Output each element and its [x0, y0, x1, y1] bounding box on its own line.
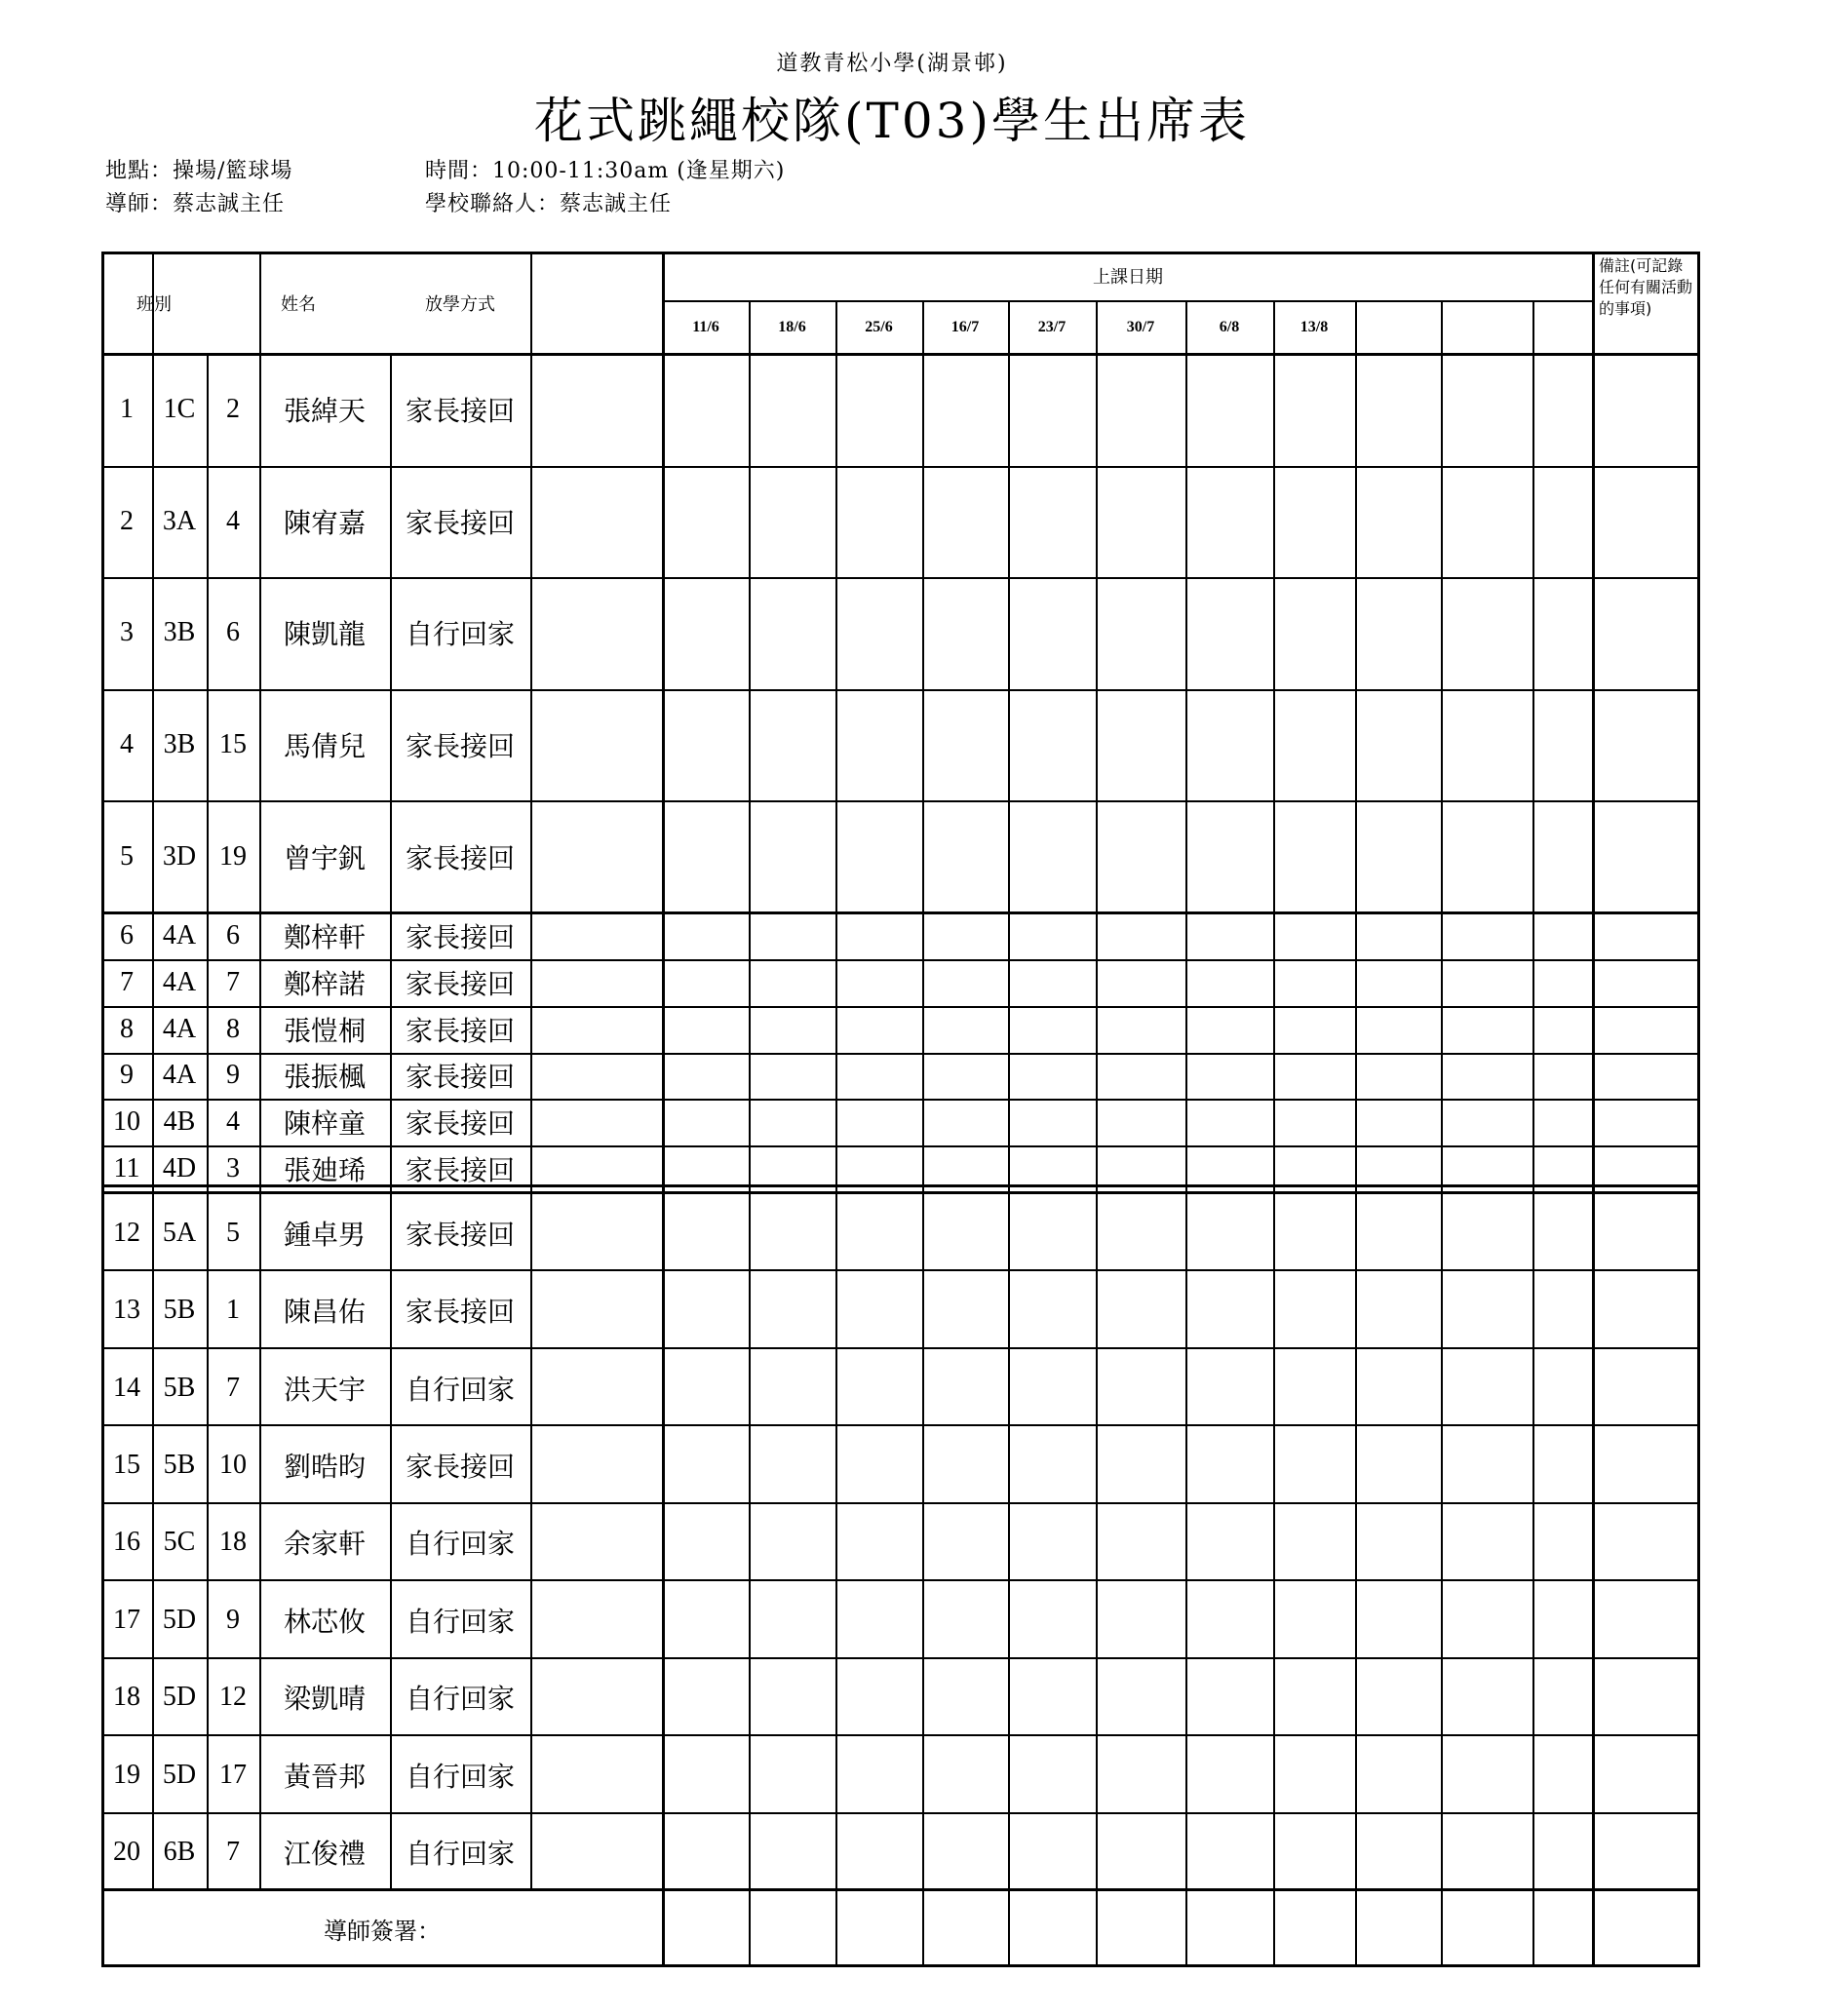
- student-class-number: 17: [219, 1759, 247, 1790]
- row-number: 13: [113, 1295, 140, 1326]
- column-divider: [662, 252, 665, 1967]
- student-class: 5D: [162, 1759, 197, 1790]
- student-class: 5B: [163, 1295, 196, 1326]
- class-column-header: 班別: [136, 293, 172, 315]
- student-class-number: 15: [219, 729, 247, 760]
- student-name: 張愷桐: [283, 1016, 366, 1047]
- student-name: 張廸琋: [283, 1156, 366, 1187]
- student-name: 陳宥嘉: [283, 508, 366, 539]
- student-dismissal: 家長接回: [405, 1063, 515, 1094]
- date-header: 18/6: [778, 318, 806, 335]
- student-name: 鍾卓男: [283, 1220, 366, 1251]
- table-border-right: [1697, 252, 1700, 1967]
- student-name: 黃晉邦: [283, 1762, 366, 1793]
- student-class: 4D: [162, 1153, 197, 1184]
- row-divider: [101, 1269, 1700, 1271]
- row-number: 17: [113, 1604, 140, 1635]
- row-number: 2: [120, 505, 134, 536]
- student-dismissal: 家長接回: [405, 732, 515, 763]
- student-class-number: 4: [226, 1106, 240, 1138]
- student-class: 4A: [162, 1060, 197, 1091]
- student-dismissal: 家長接回: [405, 508, 515, 539]
- student-class: 5A: [162, 1217, 197, 1248]
- column-divider: [1592, 252, 1595, 1967]
- student-name: 江俊禮: [283, 1840, 366, 1871]
- student-class-number: 9: [226, 1604, 240, 1635]
- column-divider: [922, 300, 924, 1967]
- student-class-number: 7: [226, 1372, 240, 1403]
- column-divider: [530, 252, 532, 1889]
- dates-column-header: 上課日期: [1093, 267, 1163, 288]
- row-divider: [101, 1347, 1700, 1349]
- time-text: 時間：10:00-11:30am (逢星期六): [425, 159, 786, 183]
- student-name: 陳昌佑: [283, 1298, 366, 1329]
- student-class-number: 4: [226, 505, 240, 536]
- column-divider: [1185, 300, 1187, 1967]
- student-dismissal: 自行回家: [405, 1607, 515, 1638]
- column-divider: [1355, 300, 1357, 1967]
- date-header: 16/7: [950, 318, 980, 335]
- dismissal-column-header: 放學方式: [425, 293, 495, 315]
- student-dismissal: 家長接回: [405, 843, 515, 874]
- date-header: 23/7: [1037, 318, 1067, 335]
- student-class: 3B: [163, 729, 196, 760]
- student-class: 5D: [162, 1604, 197, 1635]
- student-class-number: 12: [219, 1682, 247, 1713]
- name-column-header: 姓名: [281, 293, 316, 315]
- student-class: 3B: [163, 617, 196, 648]
- student-dismissal: 家長接回: [405, 1298, 515, 1329]
- attendance-table: [101, 252, 1700, 1967]
- student-class-number: 9: [226, 1060, 240, 1091]
- student-name: 林芯攸: [283, 1607, 366, 1638]
- row-number: 5: [120, 840, 134, 872]
- student-class: 5D: [162, 1682, 197, 1713]
- date-header: 13/8: [1299, 318, 1329, 335]
- date-header: [1441, 300, 1532, 354]
- row-number: 3: [120, 617, 134, 648]
- row-divider: [101, 1657, 1700, 1659]
- student-class-number: 10: [219, 1450, 247, 1481]
- row-number: 12: [113, 1217, 140, 1248]
- row-divider: [101, 1579, 1700, 1581]
- student-dismissal: 家長接回: [405, 1156, 515, 1187]
- row-number: 19: [113, 1759, 140, 1790]
- student-name: 陳凱龍: [283, 620, 366, 651]
- column-divider: [1532, 300, 1534, 1967]
- student-class: 5C: [163, 1527, 196, 1558]
- student-dismissal: 自行回家: [405, 1685, 515, 1716]
- date-header: 25/6: [865, 318, 893, 335]
- school-name: 道教青松小學(湖景邨): [776, 52, 1008, 76]
- row-divider: [101, 1502, 1700, 1504]
- row-number: 20: [113, 1837, 140, 1868]
- row-number: 10: [113, 1106, 140, 1138]
- date-header: 11/6: [692, 318, 719, 335]
- student-dismissal: 自行回家: [405, 1840, 515, 1871]
- student-name: 劉晧昀: [283, 1453, 366, 1484]
- student-name: 馬倩兒: [283, 732, 366, 763]
- student-class-number: 18: [219, 1527, 247, 1558]
- student-class-number: 8: [226, 1013, 240, 1044]
- student-class-number: 3: [226, 1153, 240, 1184]
- date-header: [1532, 300, 1593, 354]
- row-number: 1: [120, 394, 134, 425]
- student-class: 4A: [162, 919, 197, 950]
- page-title: 花式跳繩校隊(T03)學生出席表: [534, 93, 1250, 149]
- student-name: 余家軒: [283, 1530, 366, 1561]
- student-class-number: 6: [226, 617, 240, 648]
- row-number: 15: [113, 1450, 140, 1481]
- student-class-number: 19: [219, 840, 247, 872]
- student-dismissal: 家長接回: [405, 1220, 515, 1251]
- student-class: 5B: [163, 1450, 196, 1481]
- column-divider: [1096, 300, 1098, 1967]
- row-divider: [101, 1734, 1700, 1736]
- row-number: 11: [113, 1153, 140, 1184]
- student-name: 曾宇釩: [283, 843, 366, 874]
- student-class: 1C: [163, 394, 196, 425]
- student-dismissal: 家長接回: [405, 1109, 515, 1141]
- student-dismissal: 家長接回: [405, 1016, 515, 1047]
- column-divider: [1441, 300, 1443, 1967]
- student-class: 6B: [163, 1837, 196, 1868]
- remarks-column-header: 備註(可記錄任何有關活動的事項): [1599, 256, 1693, 318]
- date-header: 30/7: [1126, 318, 1155, 335]
- student-class-number: 6: [226, 919, 240, 950]
- date-header: 6/8: [1219, 318, 1240, 335]
- student-class: 3D: [162, 840, 197, 872]
- row-number: 6: [120, 919, 134, 950]
- student-class-number: 5: [226, 1217, 240, 1248]
- student-dismissal: 自行回家: [405, 1530, 515, 1561]
- contact-text: 學校聯絡人：蔡志誠主任: [425, 192, 673, 216]
- student-class-number: 7: [226, 1837, 240, 1868]
- student-name: 洪天宇: [283, 1375, 366, 1406]
- student-class: 4B: [163, 1106, 196, 1138]
- row-number: 4: [120, 729, 134, 760]
- student-dismissal: 自行回家: [405, 1375, 515, 1406]
- student-class-number: 2: [226, 394, 240, 425]
- student-class-number: 1: [226, 1295, 240, 1326]
- tutor-text: 導師：蔡志誠主任: [105, 192, 286, 216]
- student-class: 5B: [163, 1372, 196, 1403]
- student-dismissal: 自行回家: [405, 620, 515, 651]
- row-divider: [101, 1812, 1700, 1814]
- column-divider: [1008, 300, 1010, 1967]
- row-number: 8: [120, 1013, 134, 1044]
- student-dismissal: 家長接回: [405, 397, 515, 428]
- student-class: 3A: [162, 505, 197, 536]
- student-dismissal: 自行回家: [405, 1762, 515, 1793]
- student-dismissal: 家長接回: [405, 1453, 515, 1484]
- student-class: 4A: [162, 966, 197, 997]
- row-number: 18: [113, 1682, 140, 1713]
- date-header: [1355, 300, 1441, 354]
- location-text: 地點：操場/籃球場: [105, 159, 293, 183]
- column-divider: [749, 300, 751, 1967]
- student-name: 鄭梓諾: [283, 969, 366, 1000]
- student-class: 4A: [162, 1013, 197, 1044]
- student-name: 張綽天: [283, 397, 366, 428]
- student-name: 張振楓: [283, 1063, 366, 1094]
- column-divider: [835, 300, 837, 1967]
- row-number: 16: [113, 1527, 140, 1558]
- row-number: 7: [120, 966, 134, 997]
- student-name: 梁凱晴: [283, 1685, 366, 1716]
- student-dismissal: 家長接回: [405, 922, 515, 953]
- row-number: 14: [113, 1372, 140, 1403]
- row-number: 9: [120, 1060, 134, 1091]
- student-class-number: 7: [226, 966, 240, 997]
- student-name: 陳梓童: [283, 1109, 366, 1141]
- tutor-signature-label: 導師簽署：: [324, 1917, 441, 1945]
- student-name: 鄭梓軒: [283, 922, 366, 953]
- row-divider: [101, 1424, 1700, 1426]
- column-divider: [1273, 300, 1275, 1967]
- student-dismissal: 家長接回: [405, 969, 515, 1000]
